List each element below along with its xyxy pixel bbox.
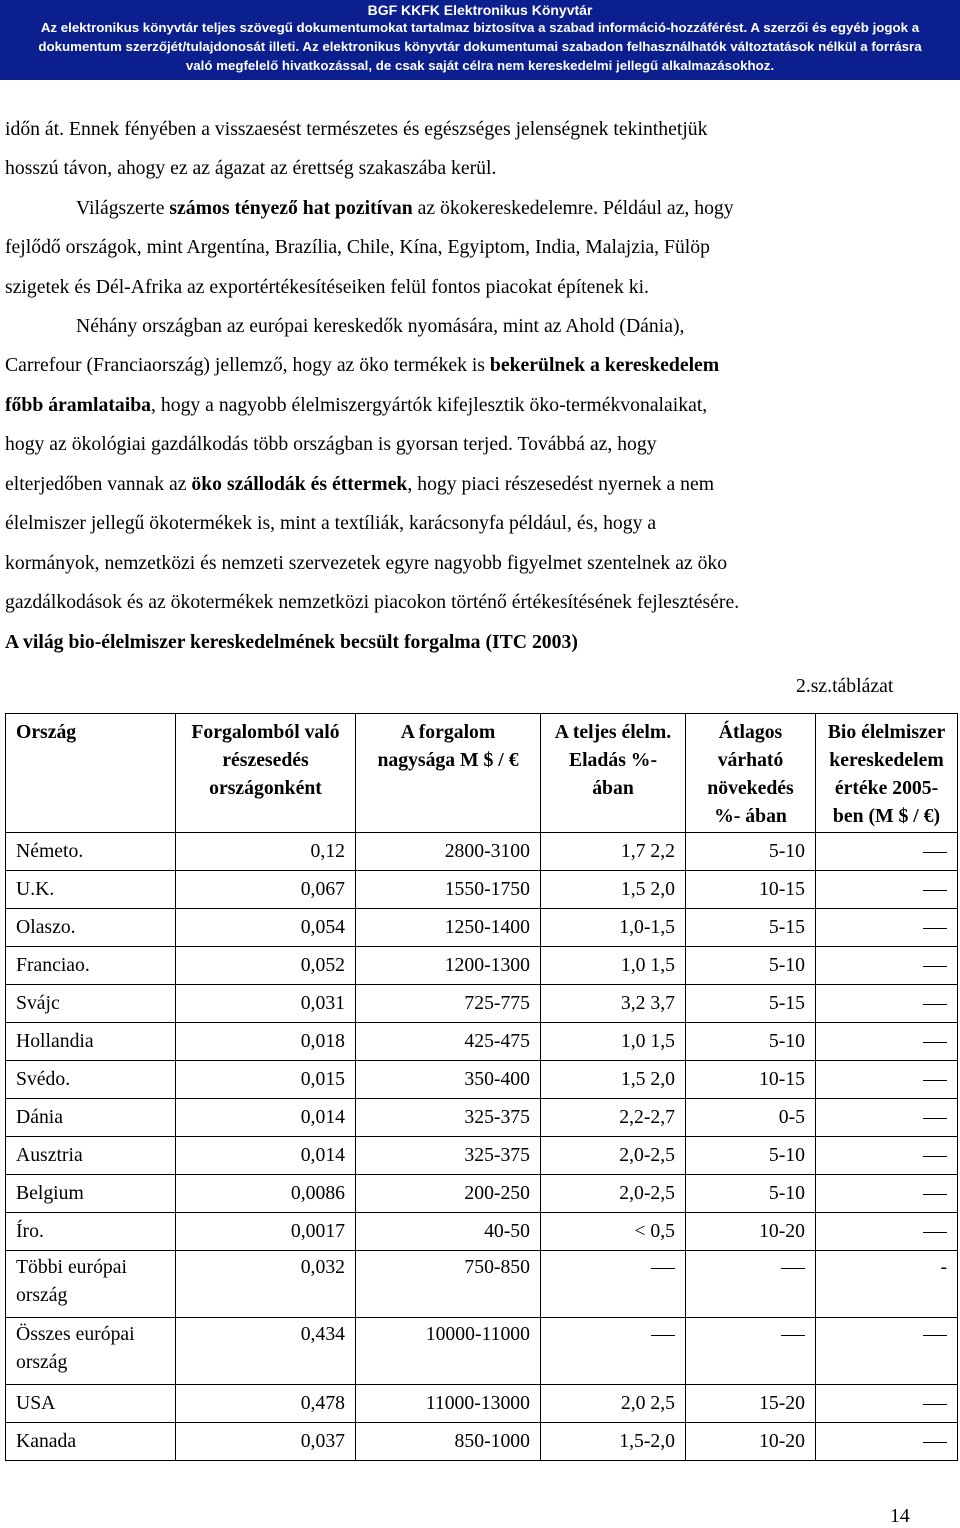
cell-value2005 xyxy=(816,1213,958,1251)
text-line: elterjedőben vannak az öko szállodák és éttermek, hogy piaci részesedést nyernek a nem xyxy=(5,473,715,495)
cell-volume: 325-375 xyxy=(356,1099,541,1137)
dash-mark xyxy=(781,1268,805,1269)
cell-country: Íro. xyxy=(6,1213,176,1251)
table-row xyxy=(6,1213,958,1251)
table-row xyxy=(6,1023,958,1061)
cell-pct: 1,5 2,0 xyxy=(541,871,686,909)
text-line: hogy az ökológiai gazdálkodás több országban is gyorsan terjed. Továbbá az, hogy xyxy=(5,433,657,455)
text-line: hosszú távon, ahogy ez az ágazat az érettség szakaszába kerül. xyxy=(5,157,497,179)
header-country: Ország xyxy=(6,714,176,833)
cell-growth: 10-20 xyxy=(686,1423,816,1461)
cell-pct: 1,0 1,5 xyxy=(541,1023,686,1061)
cell-growth xyxy=(686,1251,816,1318)
header-growth: Átlagos várható növekedés %- ában xyxy=(686,714,816,833)
dash-mark xyxy=(651,1268,675,1269)
cell-pct: < 0,5 xyxy=(541,1213,686,1251)
table-row xyxy=(6,1385,958,1423)
cell-pct: 1,5-2,0 xyxy=(541,1423,686,1461)
cell-share: 0,052 xyxy=(176,947,356,985)
cell-country: Hollandia xyxy=(6,1023,176,1061)
dash-mark xyxy=(923,966,947,967)
text-line: Világszerte számos tényező hat pozitívan az ökokereskedelemre. Például az, hogy xyxy=(76,197,734,219)
cell-volume: 1550-1750 xyxy=(356,871,541,909)
page-number: 14 xyxy=(890,1505,910,1527)
dash-mark xyxy=(923,1232,947,1233)
cell-growth: 5-15 xyxy=(686,909,816,947)
banner-line-2: dokumentum szerzőjét/tulajdonosát illeti. Az elektronikus könyvtár dokumentumai szabadon felhasználhatók változtatások nélkül a forrásra xyxy=(38,39,922,54)
cell-country: Svédo. xyxy=(6,1061,176,1099)
cell-share: 0,478 xyxy=(176,1385,356,1423)
cell-volume: 11000-13000 xyxy=(356,1385,541,1423)
cell-country: Franciao. xyxy=(6,947,176,985)
banner-line-3: való megfelelő hivatkozással, de csak saját célra nem kereskedelmi jellegű alkalmazásokhoz. xyxy=(185,58,775,73)
table-title: A világ bio-élelmiszer kereskedelmének becsült forgalma (ITC 2003) xyxy=(5,631,578,653)
cell-share: 0,0017 xyxy=(176,1213,356,1251)
cell-share: 0,015 xyxy=(176,1061,356,1099)
cell-country: Többi európai ország xyxy=(6,1251,176,1318)
trade-table xyxy=(5,713,958,1461)
cell-growth: 15-20 xyxy=(686,1385,816,1423)
cell-volume: 750-850 xyxy=(356,1251,541,1318)
cell-value2005 xyxy=(816,909,958,947)
cell-pct: 2,2-2,7 xyxy=(541,1099,686,1137)
cell-value2005 xyxy=(816,1175,958,1213)
table-row xyxy=(6,909,958,947)
cell-growth: 5-10 xyxy=(686,947,816,985)
cell-growth: 5-10 xyxy=(686,833,816,871)
cell-volume: 850-1000 xyxy=(356,1423,541,1461)
cell-growth: 5-15 xyxy=(686,985,816,1023)
dash-mark xyxy=(923,1335,947,1336)
text-line: Néhány országban az európai kereskedők nyomására, mint az Ahold (Dánia), xyxy=(76,315,685,337)
cell-share: 0,434 xyxy=(176,1318,356,1385)
cell-pct: 1,5 2,0 xyxy=(541,1061,686,1099)
cell-volume: 1200-1300 xyxy=(356,947,541,985)
cell-share: 0,031 xyxy=(176,985,356,1023)
cell-value2005 xyxy=(816,1061,958,1099)
table-row xyxy=(6,833,958,871)
cell-country: Svájc xyxy=(6,985,176,1023)
table-header-row xyxy=(6,714,958,833)
table-row xyxy=(6,1175,958,1213)
cell-volume: 40-50 xyxy=(356,1213,541,1251)
text-line: élelmiszer jellegű ökotermékek is, mint a textíliák, karácsonyfa például, és, hogy a xyxy=(5,512,657,534)
dash-mark xyxy=(923,1118,947,1119)
table-row xyxy=(6,1423,958,1461)
cell-country: Kanada xyxy=(6,1423,176,1461)
cell-pct xyxy=(541,1251,686,1318)
cell-share: 0,037 xyxy=(176,1423,356,1461)
dash-mark xyxy=(923,1404,947,1405)
text-line: fejlődő országok, mint Argentína, Brazília, Chile, Kína, Egyiptom, India, Malajzia, Fülöp xyxy=(5,236,710,258)
cell-growth: 10-15 xyxy=(686,1061,816,1099)
table-row xyxy=(6,871,958,909)
table-row xyxy=(6,1099,958,1137)
cell-volume: 325-375 xyxy=(356,1137,541,1175)
table-row xyxy=(6,1251,958,1318)
table-row xyxy=(6,1318,958,1385)
dash-mark xyxy=(923,1194,947,1195)
cell-pct xyxy=(541,1318,686,1385)
header-pct: A teljes élelm. Eladás %-ában xyxy=(541,714,686,833)
dash-mark xyxy=(923,1156,947,1157)
cell-value2005 xyxy=(816,1385,958,1423)
cell-volume: 1250-1400 xyxy=(356,909,541,947)
dash-mark xyxy=(651,1335,675,1336)
dash-mark xyxy=(923,1042,947,1043)
cell-share: 0,018 xyxy=(176,1023,356,1061)
dash-mark xyxy=(923,890,947,891)
cell-growth: 5-10 xyxy=(686,1023,816,1061)
text-line: kormányok, nemzetközi és nemzeti szervezetek egyre nagyobb figyelmet szentelnek az öko xyxy=(5,552,728,574)
cell-pct: 2,0-2,5 xyxy=(541,1175,686,1213)
cell-growth xyxy=(686,1318,816,1385)
text-line: főbb áramlataiba, hogy a nagyobb élelmiszergyártók kifejlesztik öko-termékvonalaikat, xyxy=(5,394,708,416)
cell-share: 0,014 xyxy=(176,1099,356,1137)
cell-share: 0,067 xyxy=(176,871,356,909)
cell-share: 0,054 xyxy=(176,909,356,947)
library-banner xyxy=(0,0,960,80)
table-row xyxy=(6,1061,958,1099)
cell-volume: 200-250 xyxy=(356,1175,541,1213)
cell-volume: 425-475 xyxy=(356,1023,541,1061)
banner-line-1: Az elektronikus könyvtár teljes szövegű dokumentumokat tartalmaz biztosítva a szabad információ-hozzáférést. A szerzői és egyéb jogok a xyxy=(40,20,920,35)
cell-country: Ausztria xyxy=(6,1137,176,1175)
cell-volume: 350-400 xyxy=(356,1061,541,1099)
cell-value2005 xyxy=(816,1099,958,1137)
cell-growth: 10-15 xyxy=(686,871,816,909)
cell-value2005: - xyxy=(816,1251,958,1318)
text-line: gazdálkodások és az ökotermékek nemzetközi piacokon történő értékesítésének fejlesztésére. xyxy=(5,591,740,613)
cell-volume: 2800-3100 xyxy=(356,833,541,871)
header-volume: A forgalom nagysága M $ / € xyxy=(356,714,541,833)
cell-value2005 xyxy=(816,871,958,909)
table-row xyxy=(6,947,958,985)
dash-mark xyxy=(923,1442,947,1443)
cell-growth: 5-10 xyxy=(686,1175,816,1213)
cell-share: 0,0086 xyxy=(176,1175,356,1213)
text-line: Carrefour (Franciaország) jellemző, hogy az öko termékek is bekerülnek a kereskedelem xyxy=(5,354,720,376)
header-share: Forgalomból való részesedés országonként xyxy=(176,714,356,833)
table-row xyxy=(6,1137,958,1175)
text-line: szigetek és Dél-Afrika az exportértékesítéseiken felül fontos piacokat építenek ki. xyxy=(5,276,649,298)
cell-share: 0,12 xyxy=(176,833,356,871)
header-value2005: Bio élelmiszer kereskedelem értéke 2005-ben (M $ / €) xyxy=(816,714,958,833)
dash-mark xyxy=(923,1004,947,1005)
cell-value2005 xyxy=(816,1423,958,1461)
cell-growth: 5-10 xyxy=(686,1137,816,1175)
cell-country: Belgium xyxy=(6,1175,176,1213)
cell-value2005 xyxy=(816,1023,958,1061)
cell-value2005 xyxy=(816,985,958,1023)
table-caption: 2.sz.táblázat xyxy=(796,675,894,697)
cell-pct: 1,7 2,2 xyxy=(541,833,686,871)
cell-value2005 xyxy=(816,1318,958,1385)
cell-share: 0,032 xyxy=(176,1251,356,1318)
dash-mark xyxy=(923,852,947,853)
cell-value2005 xyxy=(816,833,958,871)
cell-volume: 725-775 xyxy=(356,985,541,1023)
cell-country: U.K. xyxy=(6,871,176,909)
cell-country: Összes európai ország xyxy=(6,1318,176,1385)
cell-pct: 2,0-2,5 xyxy=(541,1137,686,1175)
dash-mark xyxy=(923,1080,947,1081)
cell-country: Németo. xyxy=(6,833,176,871)
dash-mark xyxy=(781,1335,805,1336)
cell-country: Dánia xyxy=(6,1099,176,1137)
cell-pct: 2,0 2,5 xyxy=(541,1385,686,1423)
table-row xyxy=(6,985,958,1023)
cell-growth: 10-20 xyxy=(686,1213,816,1251)
cell-growth: 0-5 xyxy=(686,1099,816,1137)
cell-pct: 1,0-1,5 xyxy=(541,909,686,947)
cell-pct: 3,2 3,7 xyxy=(541,985,686,1023)
cell-value2005 xyxy=(816,1137,958,1175)
dash-mark xyxy=(923,928,947,929)
cell-country: Olaszo. xyxy=(6,909,176,947)
text-line: időn át. Ennek fényében a visszaesést természetes és egészséges jelenségnek tekinthetjük xyxy=(5,118,708,140)
cell-country: USA xyxy=(6,1385,176,1423)
cell-share: 0,014 xyxy=(176,1137,356,1175)
banner-title: BGF KKFK Elektronikus Könyvtár xyxy=(367,2,593,18)
cell-pct: 1,0 1,5 xyxy=(541,947,686,985)
cell-volume: 10000-11000 xyxy=(356,1318,541,1385)
cell-value2005 xyxy=(816,947,958,985)
